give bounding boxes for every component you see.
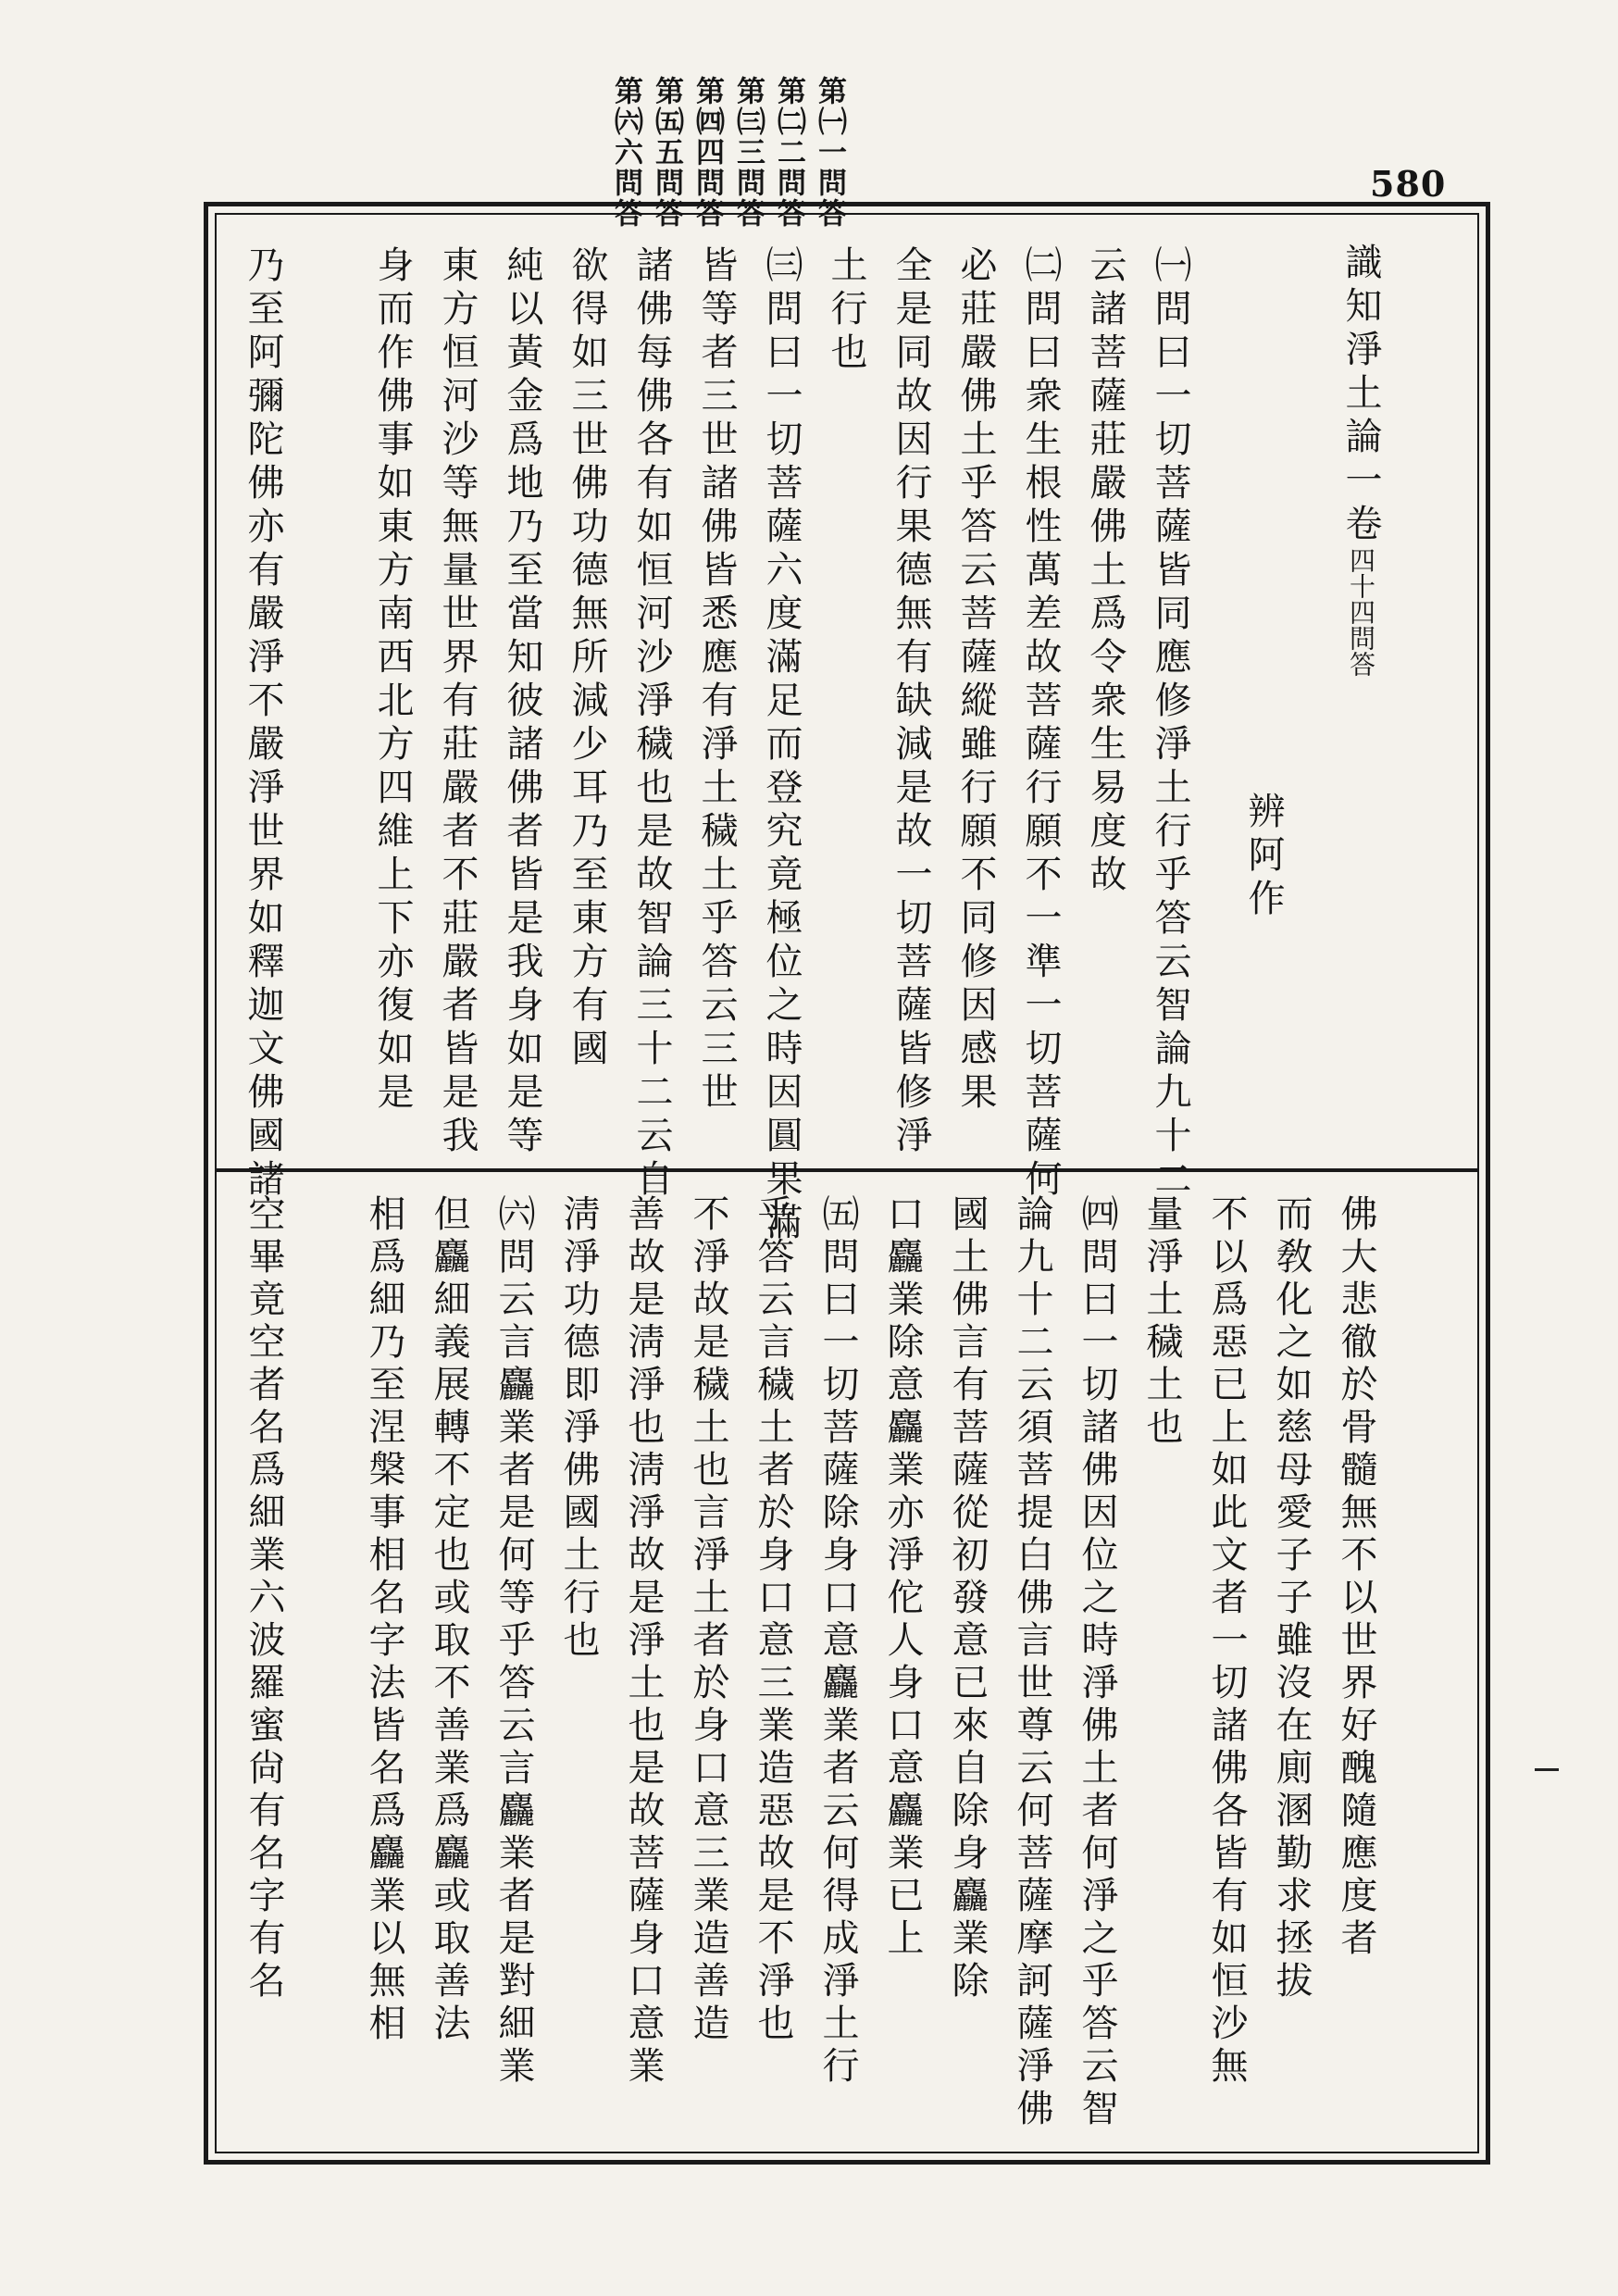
text-column: ㈢問曰一切菩薩六度滿足而登究竟極位之時因圓果滿 (760, 245, 803, 1246)
page-number: 580 (1370, 163, 1447, 205)
text-column: 身而作佛事如東方南西北方四維上下亦復如是 (371, 245, 414, 1116)
text-column: 乎答云言穢土者於身口意三業造惡故是不淨也 (752, 1194, 794, 2046)
text-column: 全是同故因行果德無有缺減是故一切菩薩皆修淨 (890, 245, 932, 1159)
text-column: ㈣問曰一切諸佛因位之時淨佛土者何淨之乎答云智 (1076, 1194, 1118, 2131)
toc-item: 第㈣四問答 (691, 76, 724, 229)
text-column: 但麤細義展轉不定也或取不善業爲麤或取善法 (428, 1194, 470, 2046)
section-divider (215, 1168, 1479, 1172)
document-title (1339, 243, 1382, 677)
title-text: 識知淨土論一卷 (1339, 243, 1382, 547)
text-column: 口麤業除意麤業亦淨佗人身口意麤業已上 (881, 1194, 924, 1961)
text-column: 相爲細乃至涅槃事相名字法皆名爲麤業以無相 (363, 1194, 405, 2046)
text-column: 淸淨功德即淨佛國土行也 (557, 1194, 600, 1663)
text-column: ㈡問曰衆生根性萬差故菩薩行願不一準一切菩薩何 (1019, 245, 1062, 1203)
text-column: 不淨故是穢土也言淨土者於身口意三業造善造 (687, 1194, 729, 2046)
text-column: 土行也 (825, 245, 867, 376)
title-note: 四十四問答 (1346, 547, 1376, 677)
text-column: 諸佛每佛各有如恒河沙淨穢也是故智論三十二云自 (630, 245, 673, 1203)
text-column: ㈤問曰一切菩薩除身口意麤業者云何得成淨土行 (816, 1194, 859, 2089)
text-column: 乃至阿彌陀佛亦有嚴淨不嚴淨世界如釋迦文佛國諸 (242, 245, 284, 1203)
text-column: 必莊嚴佛土乎答云菩薩縱雖行願不同修因感果 (954, 245, 997, 1116)
text-column: 而敎化之如慈母愛子子雖沒在廁溷勤求拯拔 (1270, 1194, 1313, 2003)
toc-item: 第㈤五問答 (650, 76, 683, 229)
author: 辨阿作 (1242, 792, 1285, 922)
text-column: 量淨土穢土也 (1140, 1194, 1183, 1450)
text-column: 佛大悲徹於骨髓無不以世界好醜隨應度者 (1335, 1194, 1377, 1961)
toc-item: 第㈥六問答 (609, 76, 642, 229)
text-column: 欲得如三世佛功德無所減少耳乃至東方有國 (566, 245, 608, 1072)
text-column: 善故是淸淨也淸淨故是淨土也是故菩薩身口意業 (622, 1194, 665, 2089)
toc-item: 第㈡二問答 (772, 76, 805, 229)
text-column: 論九十二云須菩提白佛言世尊云何菩薩摩訶薩淨佛 (1011, 1194, 1053, 2131)
text-column: 不以爲惡已上如此文者一切諸佛各皆有如恒沙無 (1205, 1194, 1248, 2089)
text-column: 東方恒河沙等無量世界有莊嚴者不莊嚴者皆是我 (436, 245, 479, 1159)
text-column: 皆等者三世諸佛皆悉應有淨土穢土乎答云三世 (695, 245, 738, 1116)
toc-item: 第㈢三問答 (731, 76, 765, 229)
toc-item: 第㈠一問答 (813, 76, 846, 229)
text-column: 云諸菩薩莊嚴佛土爲令衆生易度故 (1084, 245, 1126, 898)
text-column: 國土佛言有菩薩從初發意已來自除身麤業除 (946, 1194, 989, 2003)
text-column: 純以黃金爲地乃至當知彼諸佛者皆是我身如是等 (501, 245, 543, 1159)
text-column: ㈥問云言麤業者是何等乎答云言麤業者是對細業 (492, 1194, 535, 2089)
margin-mark (1535, 1768, 1559, 1771)
text-column: 空畢竟空者名爲細業六波羅蜜尙有名字有名 (243, 1194, 285, 2003)
text-column: ㈠問曰一切菩薩皆同應修淨土行乎答云智論九十二 (1149, 245, 1191, 1203)
